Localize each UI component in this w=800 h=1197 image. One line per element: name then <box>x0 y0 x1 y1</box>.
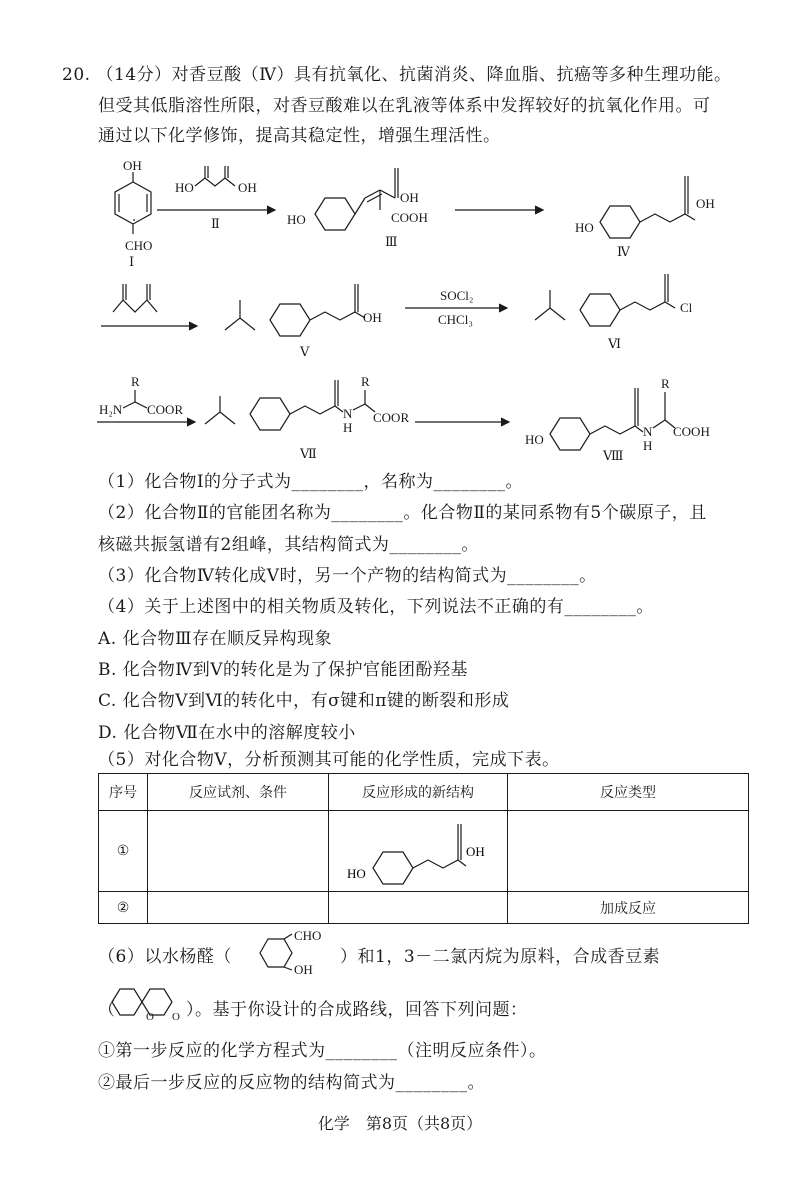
amino-ester-r: R <box>131 374 140 389</box>
table-cell-no: ② <box>99 892 148 924</box>
reagent-socl2 <box>405 288 507 327</box>
compound-6-label: Ⅵ <box>608 336 622 351</box>
compound-7-r: R <box>361 374 370 389</box>
q1-text: （1）化合物Ⅰ的分子式为________，名称为________。 <box>98 472 524 492</box>
question-line-1: 20. （14分）对香豆酸（Ⅳ）具有抗氧化、抗菌消炎、降血脂、抗癌等多种生理功能。 <box>62 65 732 85</box>
amino-ester-h2n: H₂N <box>99 402 123 417</box>
table-cell-reagent[interactable] <box>148 892 329 924</box>
amino-ester-coor: COOR <box>147 402 184 417</box>
compound-4-oh: OH <box>696 196 715 211</box>
acetic-anhydride-structure <box>101 284 197 330</box>
compound-6-structure <box>535 274 693 351</box>
q6-part-2: ②最后一步反应的反应物的结构简式为________。 <box>98 1073 485 1093</box>
compound-5-structure <box>225 284 382 359</box>
page-footer: 化学 第8页（共8页） <box>317 1114 483 1133</box>
compound-5-label: Ⅴ <box>300 344 310 359</box>
q6-line-1-suffix: ）和1，3－二氯丙烷为原料，合成香豆素 <box>340 947 661 967</box>
compound-3-ho: HO <box>287 212 306 227</box>
compound-7-label: Ⅶ <box>300 446 317 461</box>
table-header-reagent: 反应试剂、条件 <box>148 774 329 811</box>
salicylaldehyde-cho: CHO <box>294 928 322 943</box>
q3-text: （3）化合物Ⅳ转化成Ⅴ时，另一个产物的结构简式为________。 <box>98 566 597 586</box>
compound-8-structure <box>525 376 710 463</box>
question-line-2: 但受其低脂溶性所限，对香豆酸难以在乳液等体系中发挥较好的抗氧化作用。可 <box>98 96 711 116</box>
compound-3-cooh: COOH <box>391 210 428 225</box>
row1-oh: OH <box>466 844 485 859</box>
table-row <box>99 811 749 892</box>
compound-7-structure <box>205 374 409 461</box>
salicylaldehyde-oh: OH <box>294 962 313 977</box>
q6-part-1: ①第一步反应的化学方程式为________（注明反应条件）。 <box>98 1041 547 1061</box>
scheme-row-3 <box>95 372 755 468</box>
compound-1-label: Ⅰ <box>129 254 135 268</box>
compound-4-label: Ⅳ <box>617 244 630 259</box>
table-cell-structure[interactable] <box>329 892 508 924</box>
compound-8-ho: HO <box>525 432 544 447</box>
q6-line-2-prefix: （ <box>98 1000 116 1020</box>
compound-8-cooh: COOH <box>673 424 710 439</box>
table-header-row <box>99 774 749 811</box>
table-cell-type: 加成反应 <box>508 892 749 924</box>
table-cell-reagent[interactable] <box>148 811 329 892</box>
q2-line-2: 核磁共振氢谱有2组峰，其结构简式为________。 <box>98 535 479 555</box>
table-header-no: 序号 <box>99 774 148 811</box>
reagent-2-oh: OH <box>238 180 257 195</box>
table-row <box>99 892 749 924</box>
option-d: D. 化合物Ⅶ在水中的溶解度较小 <box>98 723 356 743</box>
option-b: B. 化合物Ⅳ到Ⅴ的转化是为了保护官能团酚羟基 <box>98 660 469 680</box>
compound-1-structure <box>115 158 152 268</box>
compound-8-label: Ⅷ <box>603 448 624 463</box>
compound-3-oh: OH <box>400 190 419 205</box>
table-cell-structure <box>329 811 508 892</box>
q4-text: （4）关于上述图中的相关物质及转化，下列说法不正确的有________。 <box>98 597 654 617</box>
compound-8-r: R <box>661 376 670 391</box>
reagent-socl2-text: SOCl₂ <box>440 288 474 303</box>
compound-1-oh: OH <box>123 158 142 173</box>
scheme-row-1 <box>95 158 755 272</box>
reagent-2-label: Ⅱ <box>211 216 220 231</box>
compound-7-coor: COOR <box>373 410 410 425</box>
compound-8-n: N <box>643 424 653 439</box>
coumarin-o-carbonyl: O <box>172 1011 180 1022</box>
q2-line-1: （2）化合物Ⅱ的官能团名称为________。化合物Ⅱ的某同系物有5个碳原子，且 <box>98 503 707 523</box>
table-header-type: 反应类型 <box>508 774 749 811</box>
reagent-2-ho: HO <box>175 180 194 195</box>
compound-1-cho: CHO <box>125 238 153 253</box>
reaction-table <box>98 773 749 924</box>
compound-3-structure <box>287 168 428 249</box>
table-cell-no: ① <box>99 811 148 892</box>
table-cell-type[interactable] <box>508 811 749 892</box>
compound-8-h: H <box>643 438 653 453</box>
coumarin-o-ring: O <box>146 1011 154 1022</box>
option-a: A. 化合物Ⅲ存在顺反异构现象 <box>98 629 332 649</box>
coumarin-structure <box>106 984 182 1026</box>
compound-4-ho: HO <box>575 220 594 235</box>
amino-ester-structure <box>97 374 195 426</box>
compound-6-cl: Cl <box>680 300 693 315</box>
compound-4-structure <box>575 176 715 259</box>
table-header-structure: 反应形成的新结构 <box>329 774 508 811</box>
question-line-3: 通过以下化学修饰，提高其稳定性，增强生理活性。 <box>98 126 501 146</box>
salicylaldehyde-structure <box>248 928 338 982</box>
reagent-2-structure <box>157 166 275 231</box>
compound-5-oh: OH <box>363 310 382 325</box>
compound-7-n: N <box>343 406 353 421</box>
compound-7-h: H <box>343 420 353 435</box>
option-c: C. 化合物Ⅴ到Ⅵ的转化中，有σ键和π键的断裂和形成 <box>98 691 510 711</box>
row1-structure <box>333 812 503 886</box>
reagent-chcl3-text: CHCl₃ <box>438 312 473 327</box>
q6-line-1-prefix: （6）以水杨醛（ <box>98 947 232 967</box>
compound-3-label: Ⅲ <box>385 234 398 249</box>
q6-line-2-suffix: ）。基于你设计的合成路线，回答下列问题： <box>186 1000 528 1020</box>
row1-ho: HO <box>347 866 366 881</box>
q5-text: （5）对化合物Ⅴ，分析预测其可能的化学性质，完成下表。 <box>98 750 560 770</box>
scheme-row-2 <box>95 270 755 374</box>
